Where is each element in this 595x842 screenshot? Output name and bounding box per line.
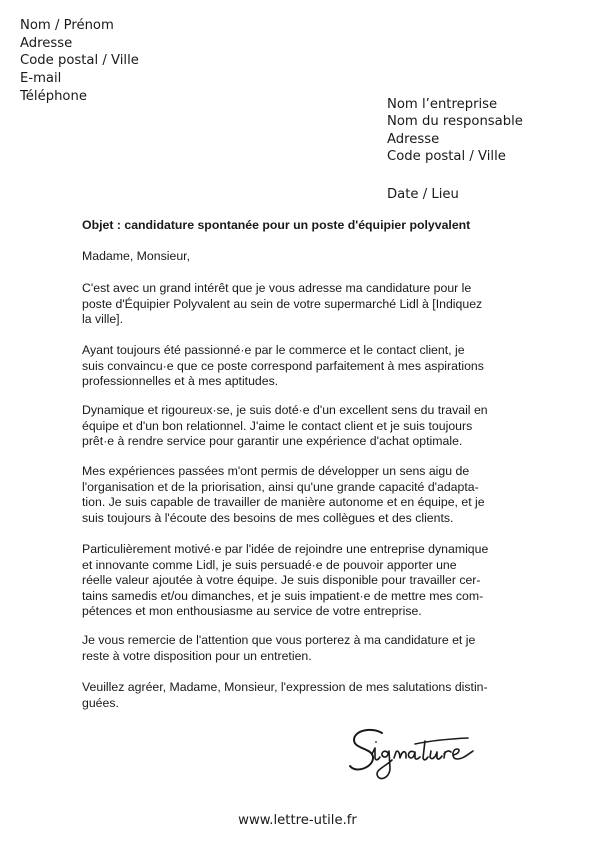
paragraph-line: suis convaincu·e que ce poste correspond parfaitement à mes aspirations (82, 358, 484, 373)
paragraph-line: Mes expériences passées m'ont permis de développer un sens aigu de (82, 464, 470, 478)
paragraph-line: Dynamique et rigoureux·se, je suis doté·e d'un excellent sens du travail en (82, 403, 488, 417)
paragraph-line: tion. Je suis capable de travailler de manière autonome et en équipe, et je (82, 495, 485, 510)
sender-address: Adresse (20, 35, 73, 51)
paragraph-6 (82, 633, 527, 664)
letter-subject: Objet : candidature spontanée pour un poste d'équipier polyvalent (82, 218, 471, 232)
recipient-company: Nom l’entreprise (387, 97, 498, 112)
paragraph-4 (82, 464, 527, 526)
date-place: Date / Lieu (387, 187, 459, 202)
paragraph-line: professionnelles et à mes aptitudes. (82, 374, 279, 389)
paragraph-3 (82, 403, 527, 450)
paragraph-line: prêt·e à rendre service pour garantir une expérience d'achat optimale. (82, 434, 463, 449)
sender-postal-city: Code postal / Ville (20, 53, 139, 69)
sender-email: E-mail (20, 71, 62, 87)
paragraph-5 (82, 542, 527, 620)
closing-paragraph (82, 680, 527, 711)
recipient-block (387, 96, 523, 166)
letter-greeting: Madame, Monsieur, (82, 249, 190, 263)
paragraph-line: tains samedis et/ou dimanches, et je suis impatient·e de mettre mes com- (82, 588, 484, 603)
paragraph-line: reste à votre disposition pour un entretien. (82, 648, 312, 663)
paragraph-line: pétences et mon enthousiasme au service de votre entreprise. (82, 604, 422, 619)
paragraph-line: Veuillez agréer, Madame, Monsieur, l'expression de mes salutations distin- (82, 680, 488, 694)
paragraph-line: l'organisation et de la priorisation, ainsi qu'une grande capacité d'adapta- (82, 479, 479, 494)
paragraph-line: réelle valeur ajoutée à votre équipe. Je suis disponible pour travailler cer- (82, 573, 481, 588)
paragraph-line: guées. (82, 695, 119, 710)
paragraph-1 (82, 281, 527, 328)
paragraph-line: C'est avec un grand intérêt que je vous adresse ma candidature pour le (82, 281, 472, 295)
sender-block (20, 17, 139, 106)
handwritten-signature (342, 724, 492, 788)
sender-phone: Téléphone (20, 88, 87, 104)
recipient-address: Adresse (387, 131, 440, 147)
recipient-manager: Nom du responsable (387, 114, 523, 130)
paragraph-line: Ayant toujours été passionné·e par le commerce et le contact client, je (82, 343, 465, 357)
recipient-postal-city: Code postal / Ville (387, 149, 506, 165)
paragraph-line: et innovante comme Lidl, je suis persuadé·e de pouvoir apporter une (82, 557, 457, 572)
paragraph-line: suis toujours à l'écoute des besoins de mes collègues et des clients. (82, 510, 454, 525)
paragraph-line: la ville]. (82, 312, 124, 327)
paragraph-2 (82, 343, 527, 390)
paragraph-line: Je vous remercie de l'attention que vous porterez à ma candidature et je (82, 633, 476, 647)
paragraph-line: équipe et d'un bon relationnel. J'aime le contact client et je suis toujours (82, 418, 473, 433)
paragraph-line: Particulièrement motivé·e par l'idée de rejoindre une entreprise dynamique (82, 542, 489, 556)
paragraph-line: poste d'Équipier Polyvalent au sein de votre supermarché Lidl à [Indiquez (82, 296, 483, 311)
website-footer: www.lettre-utile.fr (238, 813, 357, 828)
sender-name: Nom / Prénom (20, 18, 114, 33)
